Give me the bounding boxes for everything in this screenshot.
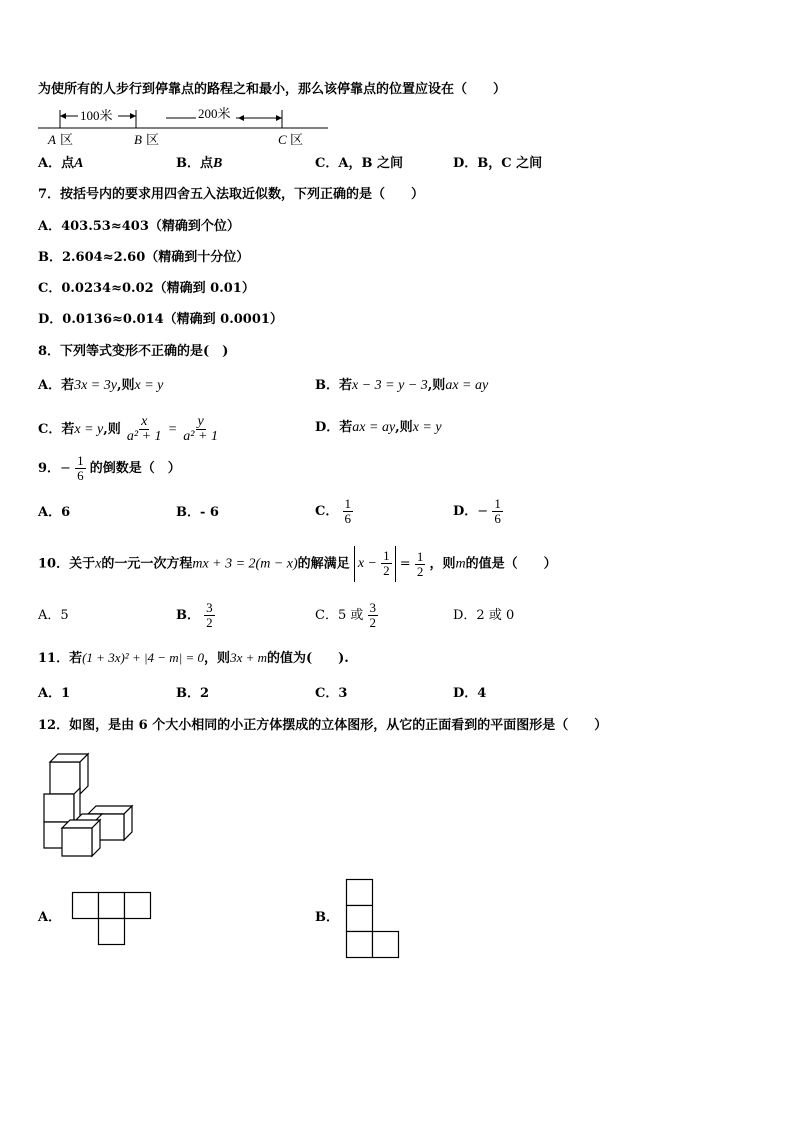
q6-dist-100: 100米 (80, 108, 113, 123)
q10-stem: 10．关于x的一元一次方程mx + 3 = 2(m − x)的解满足 x − $\frac{1}{2}$ = $\frac{1}{2}$ ，则m的值是（ ） (38, 546, 557, 582)
q8-option-a: A．若3x = 3y,则x = y (38, 378, 164, 393)
q8-c-fraction-1: $\frac{x}{\text{a² + 1}}$ (126, 414, 162, 444)
q7-option-c: C．0.0234≈0.02（精确到 0.01） (38, 281, 255, 296)
q8-option-c: C．若x = y,则 $\frac{x}{\text{a² + 1}}$ = $\frac{y}{\text{a² + 1}}$ (38, 414, 218, 444)
q11-option-a: A．1 (38, 686, 71, 701)
q8-c-fraction-2: $\frac{y}{\text{a² + 1}}$ (183, 414, 218, 444)
q6-zone-a: A (48, 132, 56, 147)
q11-option-b: B．2 (176, 686, 210, 701)
q12-option-a-label: A． (38, 910, 62, 925)
q7-option-d: D．0.0136≈0.014（精确到 0.0001） (38, 312, 283, 327)
q9-stem: 9．− $\frac{1}{6}$ 的倒数是（ ） (38, 453, 181, 483)
q9-option-c: C． $\frac{1}{6}$ (315, 496, 351, 526)
q6-stem: 为使所有的人步行到停靠点的路程之和最小，那么该停靠点的位置应设在（ ） (38, 82, 507, 97)
q12-option-a-figure (72, 892, 154, 946)
q9-fraction: $\frac{1}{6}$ (77, 453, 84, 483)
q11-stem: 11．若(1 + 3x)² + |4 − m| = 0，则3x + m的值为( ). (38, 650, 349, 666)
q10-option-c: C．5 或 $\frac{3}{2}$ (315, 600, 376, 630)
q12-option-b-label: B． (315, 910, 339, 925)
q7-option-a: A．403.53≈403（精确到个位） (38, 219, 240, 234)
q11-option-d: D．4 (453, 686, 487, 701)
q6-zone-c-label: 区 (290, 132, 304, 147)
q9-option-d: D．− $\frac{1}{6}$ (453, 496, 501, 526)
q6-zone-a-label: 区 (60, 132, 74, 147)
q6-number-line-diagram (38, 104, 338, 150)
q6-option-b: B．点B (176, 156, 223, 171)
q10-absolute-value: x − $\frac{1}{2}$ (354, 546, 396, 582)
q9-option-a: A．6 (38, 505, 71, 520)
q6-option-d: D．B，C 之间 (453, 156, 543, 171)
q9-d-fraction: $\frac{1}{6}$ (494, 496, 501, 526)
q6-dist-200: 200米 (198, 106, 231, 121)
q10-option-a: A．5 (38, 608, 69, 623)
q10-option-d: D．2 或 0 (453, 608, 515, 623)
q8-option-d: D．若ax = ay,则x = y (315, 420, 442, 435)
q10-c-fraction: $\frac{3}{2}$ (369, 600, 376, 630)
q10-option-b: B． $\frac{3}{2}$ (176, 600, 213, 630)
q9-option-b: B．- 6 (176, 505, 219, 520)
q9-c-fraction: $\frac{1}{6}$ (344, 496, 351, 526)
q6-option-a: A．点A (38, 156, 84, 171)
q8-stem: 8．下列等式变形不正确的是( ) (38, 344, 229, 359)
q7-stem: 7．按括号内的要求用四舍五入法取近似数，下列正确的是（ ） (38, 187, 425, 202)
q10-b-fraction: $\frac{3}{2}$ (206, 600, 213, 630)
q7-option-b: B．2.604≈2.60（精确到十分位） (38, 250, 250, 265)
q10-rhs-fraction: $\frac{1}{2}$ (416, 548, 424, 579)
q6-zone-b: B (134, 132, 142, 147)
q6-zone-b-label: 区 (146, 132, 160, 147)
q8-option-b: B．若x − 3 = y − 3,则ax = ay (315, 378, 489, 393)
q11-option-c: C．3 (315, 686, 348, 701)
q12-option-b-figure (346, 879, 402, 961)
q12-stem: 12．如图，是由 6 个大小相同的小正方体摆成的立体图形，从它的正面看到的平面图形是（ ） (38, 718, 608, 733)
q6-option-c: C．A，B 之间 (315, 156, 403, 171)
q6-zone-c: C (278, 132, 287, 147)
q12-cube-stack-figure (40, 752, 140, 862)
